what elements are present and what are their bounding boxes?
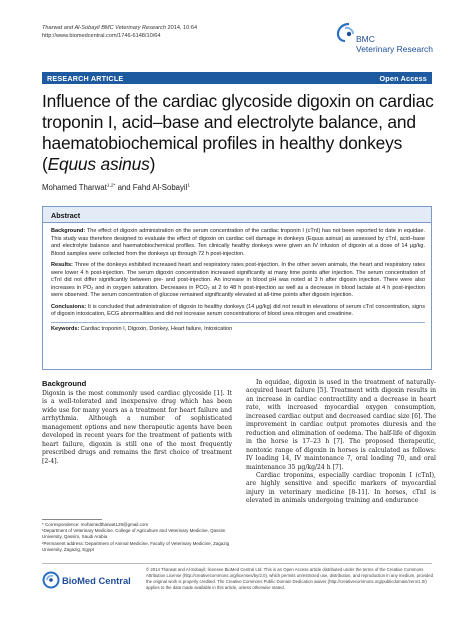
- author-conjunction: and: [115, 183, 133, 192]
- correspondence-note: * Correspondence: mohamedtharwat129@gmail.com: [42, 522, 149, 527]
- right-paragraph-1: In equidae, digoxin is used in the treatment of naturally-acquired heart failure [5]. Treatment with digoxin results in an increase in cardiac contractility and a decrease in heart rate, with increased myocardial oxygen consumption, increased cardiac output and decreased cardiac size [6]. The improvement in cardiac output promotes diuresis and the reduction and elimination of oedema. The half-life of digoxin in the horse is 17–23 h [7]. The proposed therapeutic, nontoxic range of digoxin in horses is calculated as follows: IV loading 14, IV maintenance 7, oral loading 70, and oral maintenance 35 μg/kg/24 h [7].: [246, 379, 436, 471]
- abstract-box: [42, 206, 432, 370]
- citation-journal: BMC Veterinary Research: [101, 25, 166, 31]
- author-2-affiliation: 1: [187, 183, 191, 189]
- abstract-results-text: Three of the donkeys exhibited increased heart and respiratory rates post-injection. In the other seven animals, the heart and respiratory rates were lower 4 h post-injection. The serum digoxin concentration increased significantly at many time points after injection. The serum concentration of cTnI did not differ significantly between pre- and post-injection. An increase in blood pH was noted at 3 h after digoxin injection. There were also increases in PO₂ and in oxygen saturation. Decreases in PCO₂ at 2 to 48 h post-injection as well as a decrease in blood lactate at 4 h post-injection were observed. The serum concentration of glucose remained significantly elevated at all-time points after digoxin injection.: [51, 261, 425, 299]
- right-paragraph-2: Cardiac troponins, especially cardiac troponin I (cTnI), are highly sensitive and specific markers of myocardial injury in veterinary medicine [8-11]. In horses, cTnI is elevated in animals undergoing training and endurance: [246, 471, 436, 505]
- abstract-results-label: Results:: [51, 261, 73, 268]
- journal-logo[interactable]: [336, 22, 446, 62]
- abstract-conclusions-text: It is concluded that administration of digoxin to healthy donkeys (14 μg/kg) did not result in elevations of serum cTnI concentration, signs of digoxin intoxication, ECG abnormalities and did not increase serum concentrations of blood urea nitrogen and creatinine.: [51, 303, 425, 318]
- abstract-results: [51, 262, 425, 300]
- body-column-right: [246, 379, 436, 506]
- author-list: [42, 183, 190, 192]
- author-2[interactable]: Fahd Al-Sobayil: [132, 183, 188, 192]
- keywords-divider: [51, 322, 425, 323]
- author-1-affiliation: 1,2*: [106, 183, 116, 189]
- citation-volume: 2014, 10:64: [165, 25, 198, 31]
- footnote-divider: [42, 519, 102, 520]
- affiliation-2: ²Permanent address: Department of Animal Medicine, Faculty of Veterinary Medicine, Zagazig University, Zagazig, Egypt: [42, 540, 230, 552]
- title-close: ): [149, 154, 156, 174]
- title-species: Equus asinus: [47, 154, 150, 174]
- title-main: Influence of the cardiac glycoside digoxin on cardiac troponin I, acid–base and electrolyte balance, and haematobiochemical profiles in healthy donkeys (: [42, 91, 434, 174]
- open-access-label: Open Access: [379, 73, 427, 83]
- journal-logo-line2: Veterinary Research: [356, 44, 434, 54]
- abstract-conclusions: [51, 304, 425, 319]
- journal-logo-line1: BMC: [356, 34, 375, 44]
- background-heading: Background: [42, 379, 87, 388]
- copyright-notice: © 2014 Tharwat and Al-Sobayil; licensee BioMed Central Ltd. This is an Open Access article distributed under the terms of the Creative Commons Attribution License (http://creativecommons.org/licenses/by/2.0), which permits unrestricted use, distribution, and reproduction in any medium, provided the original work is properly credited. The Creative Commons Public Domain Dedication waiver (http://creativecommons.org/publicdomain/zero/1.0/) applies to the data made available in this article, unless otherwise stated.: [146, 567, 434, 590]
- footnotes: [42, 522, 232, 553]
- abstract-conclusions-label: Conclusions:: [51, 303, 87, 310]
- journal-logo-text: [356, 34, 433, 54]
- copyright-divider: [42, 563, 432, 564]
- abstract-body: [51, 228, 425, 338]
- citation-authors: Tharwat and Al-Sobayil: [42, 25, 100, 31]
- abstract-background-text: The effect of digoxin administration on the serum concentration of the cardiac troponin I (cTnI) has not been reported to date in equidae. This study was therefore designed to evaluate the effect of digoxin on cardiac cell damage in donkeys (Equus asinus) as assessed by cTnI, acid–base and electrolyte balance and haematobiochemical profiles. Ten clinically healthy donkeys were given an IV infusion of digoxin at a dose of 14 μg/kg. Blood samples were collected from the donkeys up through 72 h post-injection.: [51, 228, 425, 257]
- body-column-left: [42, 379, 232, 466]
- publisher-logo[interactable]: [42, 571, 134, 589]
- keywords-label: Keywords:: [51, 326, 80, 333]
- article-url[interactable]: http://www.biomedcentral.com/1746-6148/10/64: [42, 33, 161, 39]
- article-type-label: RESEARCH ARTICLE: [47, 73, 124, 83]
- keywords-text: Cardiac troponin I, Digoxin, Donkey, Heart failure, Intoxication: [79, 326, 233, 333]
- author-1[interactable]: Mohamed Tharwat: [42, 183, 107, 192]
- running-header: [42, 24, 197, 40]
- article-title: [42, 91, 442, 175]
- affiliation-1: ¹Department of Veterinary Medicine, College of Agriculture and Veterinary Medicine, Qassim University, Qassim, Saudi Arabia: [42, 528, 226, 540]
- biomed-central-icon: [42, 571, 60, 589]
- abstract-heading: Abstract: [43, 207, 431, 223]
- abstract-background-label: Background:: [51, 228, 86, 234]
- publisher-logo-text: BioMed Central: [62, 575, 131, 586]
- article-type-bar: [42, 72, 432, 84]
- abstract-keywords: [51, 326, 425, 334]
- background-paragraph-1: Digoxin is the most commonly used cardiac glycoside [1]. It is a well-tolerated and inexpensive drug which has been wide use for many years as a treatment for heart failure and arrhythmia. Although a number of sophisticated management options and new therapeutic agents have been developed in recent years for the treatment of patients with heart failure, digoxin is still one of the most frequently prescribed drugs and remains the first choice of treatment [2-4].: [42, 390, 232, 465]
- citation-line: [42, 24, 197, 32]
- abstract-background: [51, 228, 425, 258]
